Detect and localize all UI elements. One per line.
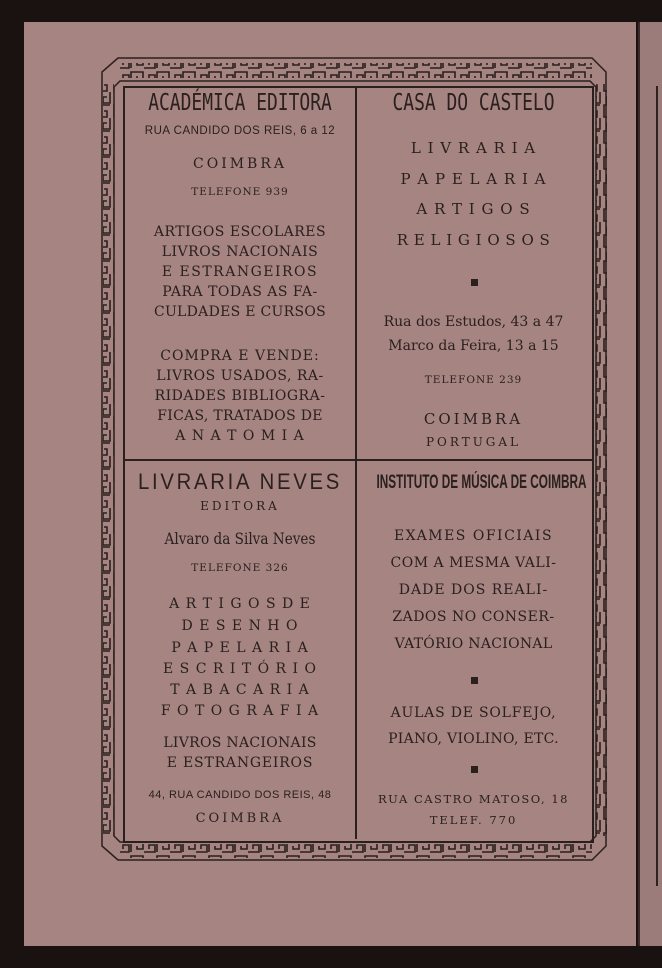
neves-phone: TELEFONE 326 [191, 562, 289, 574]
academica-buys-2: LIVROS USADOS, RA- [156, 368, 324, 384]
castelo-address-2: Marco da Feira, 13 a 15 [388, 338, 559, 354]
castelo-title: CASA DO CASTELO [392, 90, 555, 116]
neves-product-1: A R T I G O S D E [169, 596, 311, 612]
academica-buys-4: FICAS, TRATADOS DE [157, 408, 323, 424]
ad-academica-editora [125, 88, 355, 459]
neves-product-2: D E S E N H O [181, 618, 299, 634]
academica-buys-3: RIDADES BIBLIOGRA- [154, 388, 326, 404]
castelo-phone: TELEFONE 239 [424, 374, 523, 386]
instituto-address: RUA CASTRO MATOSO, 18 [378, 792, 569, 806]
castelo-product-1: L I V R A R I A [410, 139, 537, 157]
castelo-product-3: A R T I G O S [416, 200, 531, 218]
castelo-country: PORTUGAL [425, 435, 522, 449]
academica-product-5: CULDADES E CURSOS [153, 304, 327, 320]
academica-city: COIMBRA [193, 156, 287, 172]
instituto-title: INSTITUTO DE MÚSICA DE COIMBRA [376, 472, 587, 493]
academica-product-1: ARTIGOS ESCOLARES [153, 224, 327, 240]
instituto-lessons-2: PIANO, VIOLINO, ETC. [388, 731, 559, 747]
border-right-key [596, 84, 607, 836]
instituto-exams-3: DADE DOS REALI- [398, 582, 549, 598]
neves-title: LIVRARIA NEVES [137, 469, 343, 494]
academica-product-2: LIVROS NACIONAIS [161, 244, 319, 260]
neves-address: 44, RUA CANDIDO DOS REIS, 48 [148, 789, 332, 801]
academica-phone: TELEFONE 939 [191, 186, 289, 198]
neves-owner: Alvaro da Silva Neves [164, 529, 316, 548]
academica-buys-1: COMPRA E VENDE: [160, 348, 320, 364]
ad-instituto-musica [357, 461, 590, 839]
neves-books-1: LIVROS NACIONAIS [163, 735, 317, 751]
instituto-exams-4: ZADOS NO CONSER- [392, 609, 555, 625]
academica-buys-5: A N A T O M I A [175, 428, 305, 444]
academica-product-3: E ESTRANGEIROS [161, 264, 319, 280]
instituto-exams-2: COM A MESMA VALI- [390, 555, 557, 571]
instituto-phone: TELEF. 770 [429, 813, 518, 827]
castelo-product-4: R E L I G I O S O S [396, 231, 551, 249]
instituto-lessons-1: AULAS DE SOLFEJO, [390, 705, 557, 721]
castelo-square-ornament [471, 279, 478, 286]
academica-address: RUA CANDIDO DOS REIS, 6 a 12 [144, 125, 336, 137]
border-top-key [120, 63, 592, 78]
neves-product-3: P A P E L A R I A [171, 640, 309, 656]
neves-subtitle: EDITORA [200, 499, 280, 513]
neves-product-6: F O T O G R A F I A [160, 703, 320, 719]
instituto-square-ornament-2 [471, 766, 478, 773]
academica-product-4: PARA TODAS AS FA- [162, 284, 318, 300]
castelo-city: COIMBRA [423, 410, 524, 428]
neves-books-2: E ESTRANGEIROS [166, 755, 314, 771]
border-left-key [103, 84, 114, 836]
instituto-exams-5: VATÓRIO NACIONAL [394, 636, 553, 652]
academica-title: ACADÉMICA EDITORA [148, 90, 332, 116]
neves-city: COIMBRA [195, 811, 285, 826]
neves-product-5: T A B A C A R I A [170, 682, 310, 698]
castelo-product-2: P A P E L A R I A [400, 170, 547, 188]
ad-livraria-neves [125, 461, 355, 839]
castelo-address-1: Rua dos Estudos, 43 a 47 [383, 314, 564, 330]
instituto-exams-1: EXAMES OFICIAIS [393, 528, 554, 544]
border-bottom-key [120, 844, 592, 858]
neves-product-4: E S C R I T Ó R I O [162, 661, 317, 677]
ad-casa-do-castelo [357, 88, 590, 459]
instituto-square-ornament-1 [471, 677, 478, 684]
